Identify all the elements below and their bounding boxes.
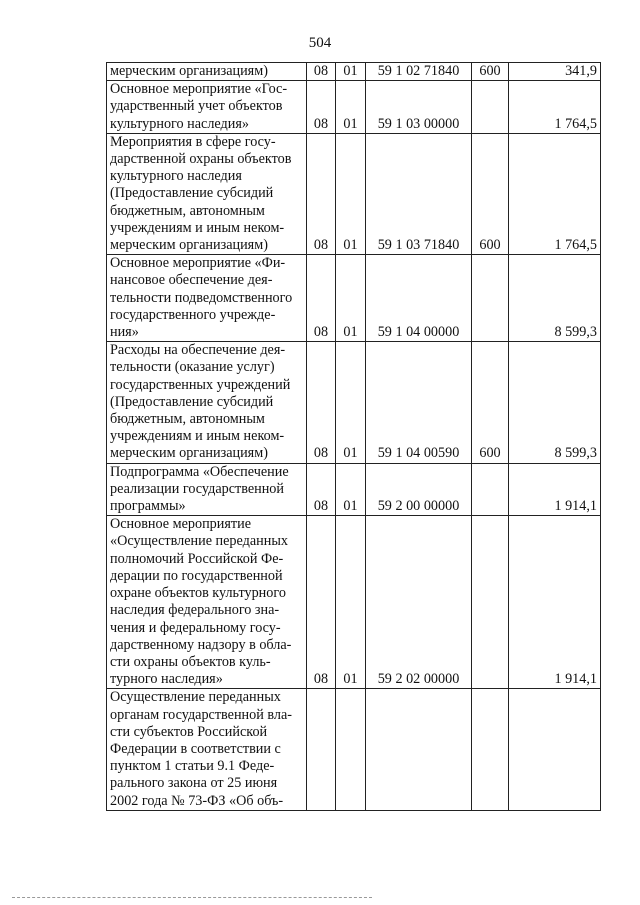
row-amount xyxy=(509,689,601,810)
row-section: 08 xyxy=(307,63,336,81)
row-subsection: 01 xyxy=(336,516,366,689)
row-section: 08 xyxy=(307,255,336,342)
row-expense-type: 600 xyxy=(472,133,509,254)
row-target: 59 1 04 00590 xyxy=(366,342,472,463)
row-amount: 8 599,3 xyxy=(509,255,601,342)
row-subsection xyxy=(336,689,366,810)
row-target: 59 1 02 71840 xyxy=(366,63,472,81)
row-expense-type xyxy=(472,81,509,134)
row-amount: 8 599,3 xyxy=(509,342,601,463)
row-subsection: 01 xyxy=(336,342,366,463)
row-name: Основное мероприятие «Фи- нансовое обеспечение дея- тельности подведомственного государственного учрежде- ния» xyxy=(107,255,307,342)
page-number: 504 xyxy=(308,35,332,51)
row-subsection: 01 xyxy=(336,463,366,516)
budget-table xyxy=(106,62,601,811)
row-subsection: 01 xyxy=(336,63,366,81)
row-target: 59 1 04 00000 xyxy=(366,255,472,342)
table-row xyxy=(107,63,601,81)
row-target: 59 2 02 00000 xyxy=(366,516,472,689)
row-section: 08 xyxy=(307,133,336,254)
row-expense-type xyxy=(472,463,509,516)
row-name: Подпрограмма «Обеспечение реализации государственной программы» xyxy=(107,463,307,516)
row-subsection: 01 xyxy=(336,133,366,254)
row-expense-type xyxy=(472,689,509,810)
row-expense-type: 600 xyxy=(472,342,509,463)
table-row xyxy=(107,342,601,463)
row-subsection: 01 xyxy=(336,81,366,134)
row-name: Мероприятия в сфере госу- дарственной охраны объектов культурного наследия (Предоставление субсидий бюджетным, автономным учреждениям и иным неком- мерческим организациям) xyxy=(107,133,307,254)
row-target: 59 1 03 00000 xyxy=(366,81,472,134)
row-section: 08 xyxy=(307,463,336,516)
row-amount: 341,9 xyxy=(509,63,601,81)
table-row xyxy=(107,81,601,134)
row-target: 59 2 00 00000 xyxy=(366,463,472,516)
table-row xyxy=(107,463,601,516)
row-expense-type xyxy=(472,255,509,342)
scan-edge-line xyxy=(12,897,372,898)
row-name: Основное мероприятие «Осуществление переданных полномочий Российской Фе- дерации по государственной охране объектов культурного наследия федерального зна- чения и федеральному госу- дарственному надзору в обла- сти охраны объектов куль- турного наследия» xyxy=(107,516,307,689)
table-row xyxy=(107,516,601,689)
row-amount: 1 914,1 xyxy=(509,463,601,516)
row-amount: 1 764,5 xyxy=(509,133,601,254)
row-name: Осуществление переданных органам государственной вла- сти субъектов Российской Федерации в соответствии с пунктом 1 статьи 9.1 Феде- рального закона от 25 июня 2002 года № 73-ФЗ «Об объ- xyxy=(107,689,307,810)
table-row xyxy=(107,133,601,254)
row-section: 08 xyxy=(307,342,336,463)
row-expense-type: 600 xyxy=(472,63,509,81)
row-amount: 1 764,5 xyxy=(509,81,601,134)
row-target: 59 1 03 71840 xyxy=(366,133,472,254)
row-name: мерческим организациям) xyxy=(107,63,307,81)
row-target xyxy=(366,689,472,810)
row-section: 08 xyxy=(307,516,336,689)
row-subsection: 01 xyxy=(336,255,366,342)
table-row xyxy=(107,689,601,810)
row-name: Основное мероприятие «Гос- ударственный учет объектов культурного наследия» xyxy=(107,81,307,134)
table-row xyxy=(107,255,601,342)
row-name: Расходы на обеспечение дея- тельности (оказание услуг) государственных учреждений (Предоставление субсидий бюджетным, автономным учреждениям и иным неком- мерческим организациям) xyxy=(107,342,307,463)
row-section: 08 xyxy=(307,81,336,134)
row-expense-type xyxy=(472,516,509,689)
row-amount: 1 914,1 xyxy=(509,516,601,689)
row-section xyxy=(307,689,336,810)
